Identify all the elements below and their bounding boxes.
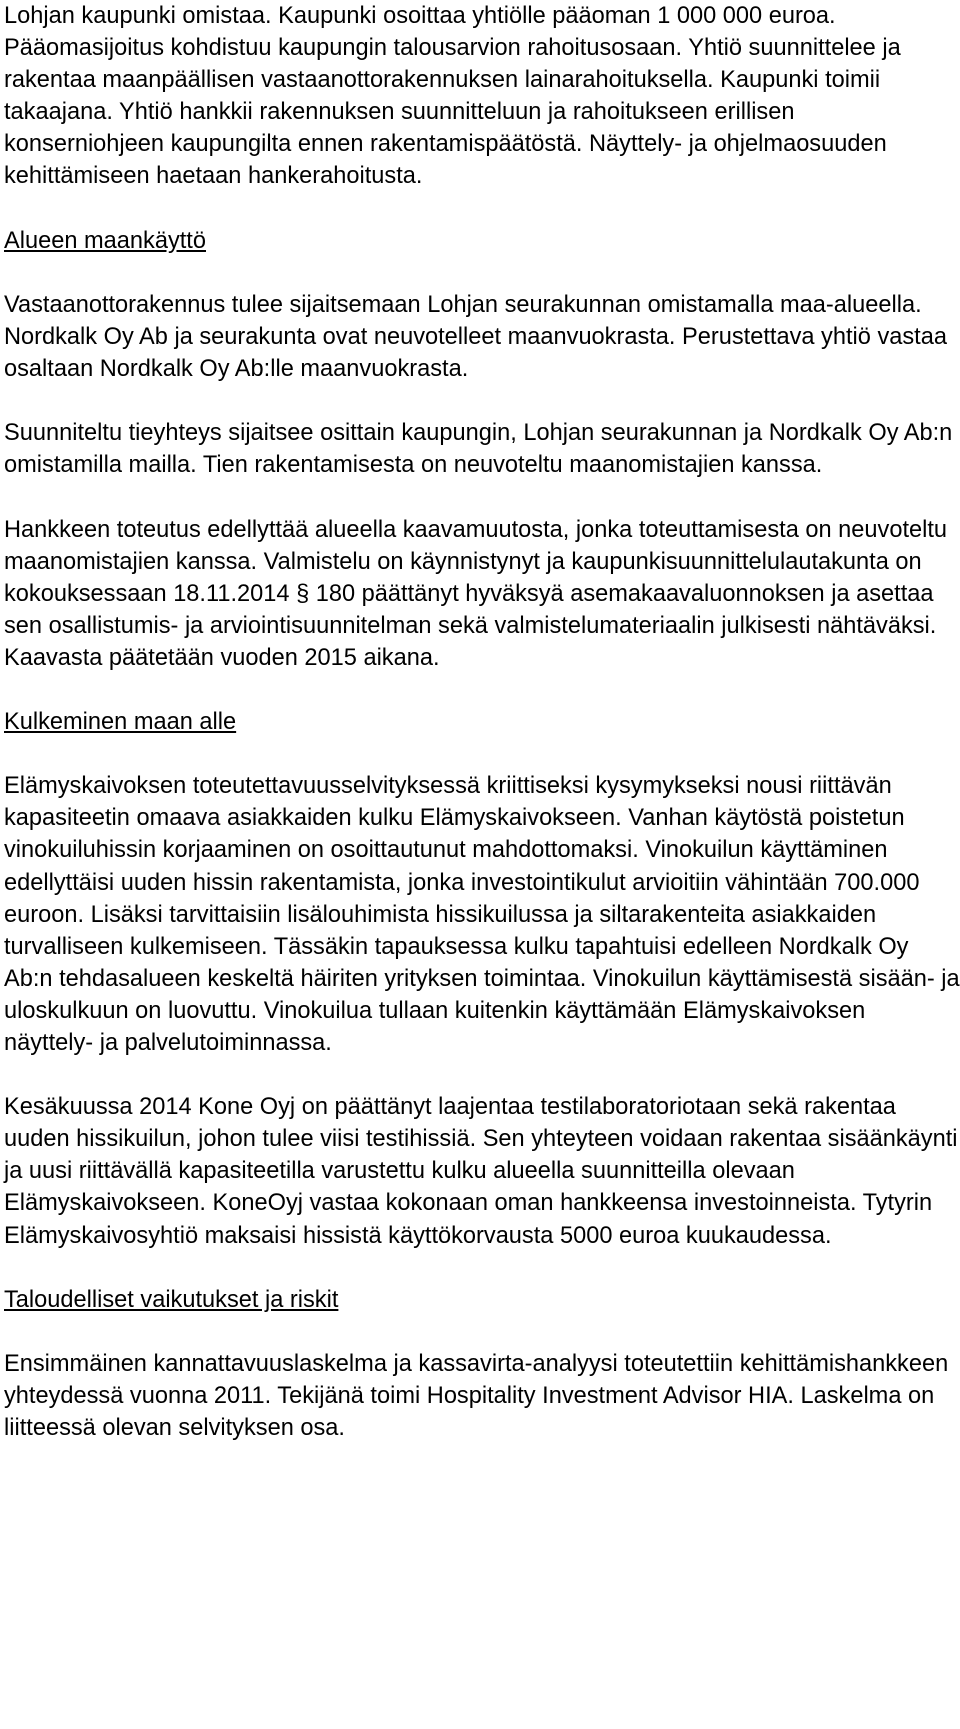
financial-paragraph: Ensimmäinen kannattavuuslaskelma ja kassavirta-analyysi toteutettiin kehittämishankkeen yhteydessä vuonna 2011. Tekijänä toimi Hospitality Investment Advisor HIA. Laskelma on liitteessä olevan selvityksen osa. xyxy=(4,1350,949,1442)
heading-taloudelliset-vaikutukset: Taloudelliset vaikutukset ja riskit xyxy=(4,1286,339,1313)
road-connection-paragraph: Suunniteltu tieyhteys sijaitsee osittain kaupungin, Lohjan seurakunnan ja Nordkalk Oy Ab:n omistamilla mailla. Tien rakentamisesta on neuvoteltu maanomistajien kanssa. xyxy=(4,420,953,479)
document-page xyxy=(4,0,960,1444)
heading-kulkeminen-maan-alle: Kulkeminen maan alle xyxy=(4,709,237,736)
heading-alueen-maankaytto: Alueen maankäyttö xyxy=(4,227,206,254)
intro-paragraph: Lohjan kaupunki omistaa. Kaupunki osoittaa yhtiölle pääoman 1 000 000 euroa. Pääomasijoitus kohdistuu kaupungin talousarvion rahoitusosaan. Yhtiö suunnittelee ja rakentaa maanpäällisen vastaanottorakennuksen lainarahoituksella. Kaupunki toimii takaajana. Yhtiö hankkii rakennuksen suunnitteluun ja rahoitukseen erillisen konserniohjeen kaupungilta ennen rakentamispäätöstä. Näyttely- ja ohjelmaosuuden kehittämiseen haetaan hankerahoitusta. xyxy=(4,3,901,190)
zoning-paragraph: Hankkeen toteutus edellyttää alueella kaavamuutosta, jonka toteuttamisesta on neuvoteltu maanomistajien kanssa. Valmistelu on käynnistynyt ja kaupunkisuunnittelulautakunta on kokouksessaan 18.11.2014 § 180 päättänyt hyväksyä asemakaavaluonnoksen ja asettaa sen osallistumis- ja arviointisuunnitelman sekä valmistelumateriaalin julkisesti nähtäväksi. Kaavasta päätetään vuoden 2015 aikana. xyxy=(4,516,948,671)
kone-paragraph: Kesäkuussa 2014 Kone Oyj on päättänyt laajentaa testilaboratoriotaan sekä rakentaa uuden hissikuilun, johon tulee viisi testihissiä. Sen yhteyteen voidaan rakentaa sisäänkäynti ja uusi riittävällä kapasiteetilla varustettu kulku alueella suunnitteilla olevaan Elämyskaivokseen. KoneOyj vastaa kokonaan oman hankkeensa investoinneista. Tytyrin Elämyskaivosyhtiö maksaisi hissistä käyttökorvausta 5000 euroa kuukaudessa. xyxy=(4,1094,958,1249)
access-paragraph: Elämyskaivoksen toteutettavuusselvityksessä kriittiseksi kysymykseksi nousi riittävän kapasiteetin omaava asiakkaiden kulku Elämyskaivokseen. Vanhan käytöstä poistetun vinokuiluhissin korjaaminen on osoittautunut mahdottomaksi. Vinokuilun käyttäminen edellyttäisi uuden hissin rakentamista, jonka investointikulut arvioitiin vähintään 700.000 euroon. Lisäksi tarvittaisiin lisälouhimista hissikuilussa ja siltarakenteita asiakkaiden turvalliseen kulkemiseen. Tässäkin tapauksessa kulku tapahtuisi edelleen Nordkalk Oy Ab:n tehdasalueen keskeltä häiriten yrityksen toimintaa. Vinokuilun käyttämisestä sisään- ja uloskulkuun on luovuttu. Vinokuilua tullaan kuitenkin käyttämään Elämyskaivoksen näyttely- ja palvelutoiminnassa. xyxy=(4,773,960,1056)
land-use-paragraph: Vastaanottorakennus tulee sijaitsemaan Lohjan seurakunnan omistamalla maa-alueella. Nordkalk Oy Ab ja seurakunta ovat neuvotelleet maanvuokrasta. Perustettava yhtiö vastaa osaltaan Nordkalk Oy Ab:lle maanvuokrasta. xyxy=(4,291,947,383)
